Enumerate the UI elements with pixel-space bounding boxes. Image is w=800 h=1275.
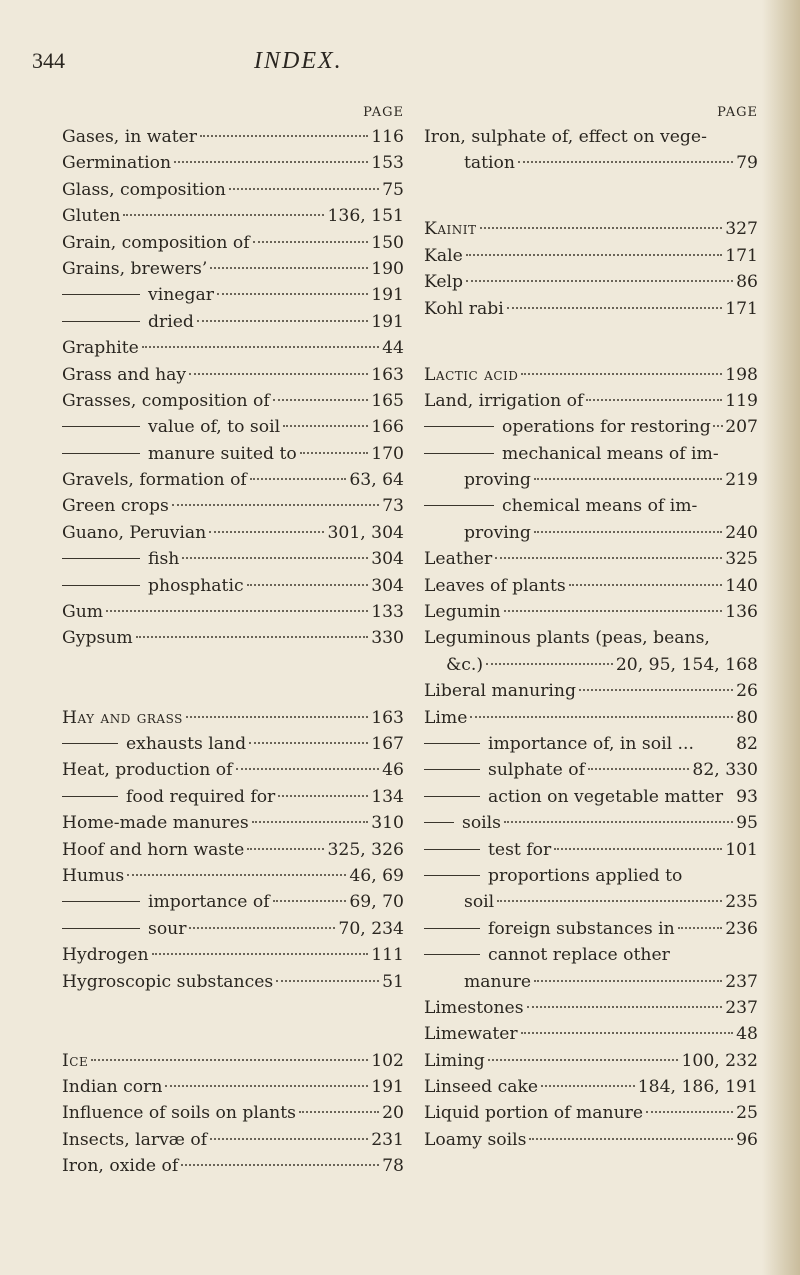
index-subentry: mechanical means of im-	[424, 441, 758, 467]
index-entry: Kohl rabi 171	[424, 298, 758, 319]
index-entry: Influence of soils on plants 20	[62, 1103, 404, 1124]
index-entry: Kainit 327	[424, 219, 758, 240]
index-subentry: dried 191	[62, 309, 404, 335]
index-subentry: foreign substances in 236	[424, 916, 758, 942]
index-entry: Guano, Peruvian 301, 304	[62, 522, 404, 543]
index-entry-continuation: &c.) 20, 95, 154, 168	[446, 654, 758, 675]
page-number: 344	[32, 48, 65, 73]
page-column-label: PAGE	[717, 105, 758, 120]
index-entry: Gluten 136, 151	[62, 206, 404, 227]
index-entry: Liberal manuring 26	[424, 681, 758, 702]
index-column-left	[62, 102, 404, 1180]
index-entry: Graphite 44	[62, 338, 404, 359]
index-subentry: sour 70, 234	[62, 916, 404, 942]
index-entry: Land, irrigation of 119	[424, 390, 758, 411]
index-entry: Kale 171	[424, 245, 758, 266]
index-entry: Kelp 86	[424, 272, 758, 293]
index-subentry: phosphatic 304	[62, 573, 404, 599]
index-entry: Gases, in water 116	[62, 127, 404, 147]
index-entry: Lactic acid 198	[424, 364, 758, 385]
index-entry-continuation: tation 79	[464, 153, 758, 174]
index-subentry: food required for 134	[62, 784, 404, 810]
index-entry: Leguminous plants (peas, beans,	[424, 628, 710, 649]
index-entry: Legumin 136	[424, 602, 758, 623]
index-entry: Lime 80	[424, 707, 758, 728]
index-subentry: operations for restoring 207	[424, 414, 758, 440]
index-subentry: test for 101	[424, 837, 758, 863]
index-entry: Limewater 48	[424, 1024, 758, 1045]
index-entry: Insects, larvæ of 231	[62, 1129, 404, 1150]
index-entry-continuation: manure 237	[464, 971, 758, 992]
page-edge-shadow	[762, 0, 800, 1275]
index-entry: Iron, oxide of 78	[62, 1156, 404, 1177]
index-subentry: soils 95	[424, 810, 758, 836]
index-entry: Grain, composition of 150	[62, 232, 404, 253]
index-entry: Gum 133	[62, 602, 404, 623]
index-entry: Iron, sulphate of, effect on vege-	[424, 127, 707, 147]
index-subentry: proportions applied to	[424, 863, 758, 889]
index-subentry: chemical means of im-	[424, 493, 758, 519]
index-entry: Green crops 73	[62, 496, 404, 517]
index-entry: Leather 325	[424, 549, 758, 570]
index-entry: Leaves of plants 140	[424, 575, 758, 596]
index-subentry: vinegar 191	[62, 282, 404, 308]
index-entry-continuation: soil 235	[464, 892, 758, 913]
index-entry: Home-made manures 310	[62, 813, 404, 834]
page-header	[32, 48, 472, 88]
index-entry: Germination 153	[62, 153, 404, 174]
index-entry: Liming 100, 232	[424, 1050, 758, 1071]
index-column-right	[424, 102, 758, 1153]
index-entry: Gypsum 330	[62, 628, 404, 649]
running-title: INDEX.	[254, 48, 343, 74]
index-entry: Grains, brewers’ 190	[62, 258, 404, 279]
index-entry: Hydrogen 111	[62, 945, 404, 966]
index-subentry: importance of, in soil ... 82	[424, 731, 758, 757]
index-entry: Ice 102	[62, 1050, 404, 1071]
index-entry: Hygroscopic substances 51	[62, 971, 404, 992]
index-subentry: importance of 69, 70	[62, 889, 404, 915]
index-subentry: sulphate of 82, 330	[424, 757, 758, 783]
index-entry-continuation: proving 240	[464, 522, 758, 543]
index-entry: Hoof and horn waste 325, 326	[62, 839, 404, 860]
index-entry: Loamy soils 96	[424, 1129, 758, 1150]
index-entry: Humus 46, 69	[62, 865, 404, 886]
index-entry: Indian corn 191	[62, 1077, 404, 1098]
index-subentry: value of, to soil 166	[62, 414, 404, 440]
index-entry: Liquid portion of manure 25	[424, 1103, 758, 1124]
index-entry: Glass, composition 75	[62, 179, 404, 200]
index-entry: Gravels, formation of 63, 64	[62, 470, 404, 491]
index-subentry: manure suited to 170	[62, 441, 404, 467]
index-subentry: cannot replace other	[424, 942, 758, 968]
index-entry-continuation: proving 219	[464, 470, 758, 491]
index-entry: Hay and grass 163	[62, 707, 404, 728]
index-entry: Heat, production of 46	[62, 760, 404, 781]
index-entry: Linseed cake 184, 186, 191	[424, 1077, 758, 1098]
index-entry: Grass and hay 163	[62, 364, 404, 385]
index-entry: Grasses, composition of 165	[62, 390, 404, 411]
index-entry: Limestones 237	[424, 997, 758, 1018]
index-subentry: action on vegetable matter 93	[424, 784, 758, 810]
index-subentry: exhausts land 167	[62, 731, 404, 757]
index-subentry: fish 304	[62, 546, 404, 572]
page-column-label: PAGE	[363, 105, 404, 120]
